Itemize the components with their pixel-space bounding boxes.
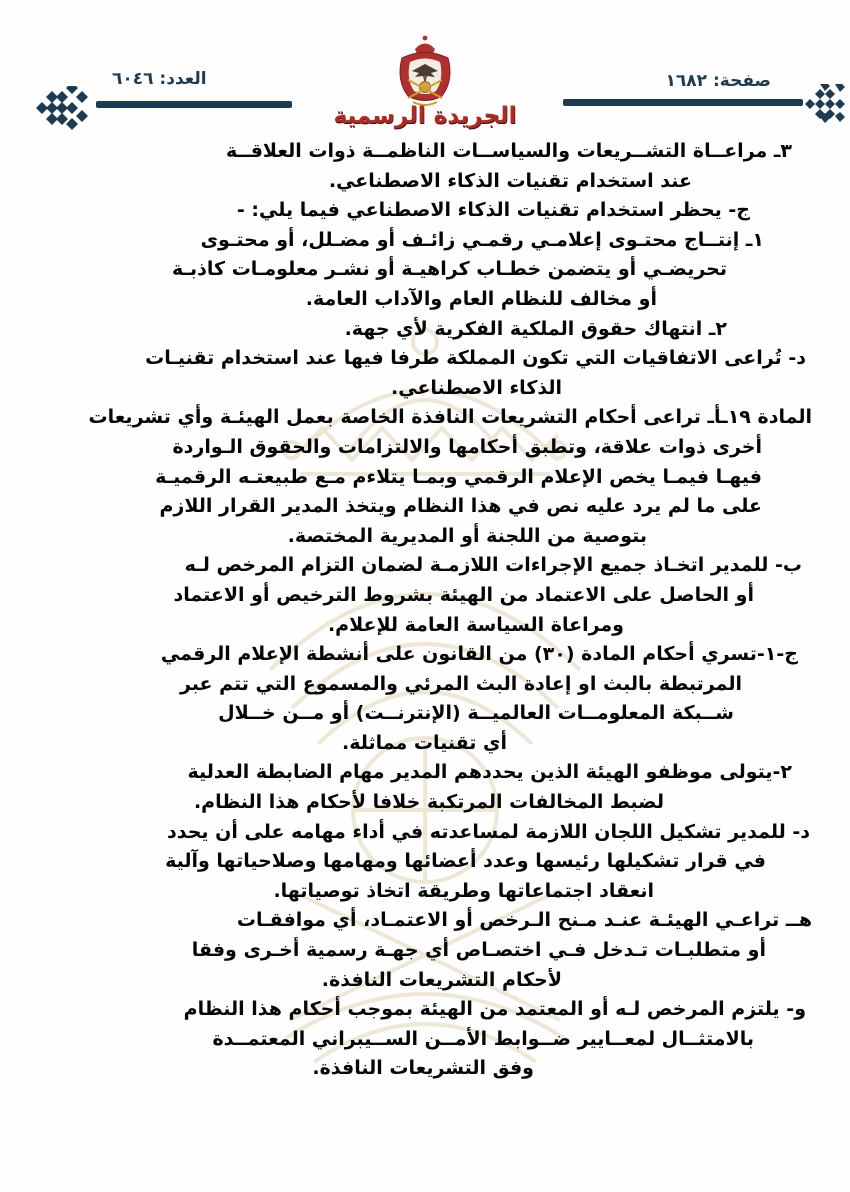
text-line: في قرار تشكيلها رئيسها وعدد أعضائها ومهامها وصلاحياتها وآلية [165,850,766,873]
text-line: ب- للمدير اتخـاذ جميع الإجراءات اللازمـة لضمان التزام المرخص لـه [184,554,802,577]
text-line: ج- يحظر استخدام تقنيات الذكاء الاصطناعي فيما يلي: - [236,199,750,222]
gazette-title: الجريدة الرسمية [333,103,517,129]
text-line: أي تقنيات مماثلة. [342,731,507,754]
text-line: تحريضـي أو يتضمن خطـاب كراهيـة أو نشـر معلومـات كاذبـة [172,258,727,281]
text-line: و- يلتزم المرخص لـه أو المعتمد من الهيئة بموجب أحكام هذا النظام [183,998,806,1021]
text-line: ج-١-تسري أحكام المادة (٣٠) من القانون على أنشطة الإعلام الرقمي [160,643,798,666]
text-line: ٢-يتولى موظفو الهيئة الذين يحددهم المدير مهام الضابطة العدلية [187,761,792,784]
page-number-label: صفحة: ١٦٨٢ [665,71,771,91]
text-line: بتوصية من اللجنة أو المديرية المختصة. [287,524,647,547]
text-line: د- للمدير تشكيل اللجان اللازمة لمساعدته في أداء مهامه على أن يحدد [166,820,810,843]
text-line: أو الحاصل على الاعتماد من الهيئة بشروط الترخيص أو الاعتماد [173,583,754,606]
text-line: د- تُراعى الاتفاقيات التي تكون المملكة طرفا فيها عند استخدام تقنيـات [145,347,806,370]
text-line: ١ـ إنتــاج محتـوى إعلامـي رقمـي زائـف أو مضـلل، أو محتـوى [200,228,764,251]
text-line: أخرى ذوات علاقة، وتطبق أحكامها والالتزامات والحقوق الـواردة [172,435,762,458]
issue-number-label: العدد: ٦٠٤٦ [112,69,207,89]
text-line: المادة ١٩ـأـ تراعى أحكام التشريعات النافذة الخاصة بعمل الهيئـة وأي تشريعات [88,406,812,429]
text-line: لضبط المخالفات المرتكبة خلافا لأحكام هذا النظام. [193,791,664,814]
text-line: لأحكام التشريعات النافذة. [321,968,562,991]
text-line: شــبكة المعلومــات العالميــة (الإنترنــت) أو مــن خــلال [218,702,734,725]
text-line: بالامتثــال لمعــايير ضــوابط الأمــن الســيبراني المعتمــدة [212,1027,754,1050]
text-line: فيهـا فيمـا يخص الإعلام الرقمي وبمـا يتلاءم مـع طبيعتـه الرقميـة [155,465,762,488]
text-line: ومراعاة السياسة العامة للإعلام. [327,613,624,636]
document-body [38,137,812,1084]
text-line: أو مخالف للنظام العام والآداب العامة. [305,287,657,310]
text-line: ٢ـ انتهاك حقوق الملكية الفكرية لأي جهة. [344,317,727,340]
text-line: الذكاء الاصطناعي. [391,376,562,399]
text-line: ٣ـ مراعــاة التشــريعات والسياســات الناظمــة ذوات العلاقــة [225,140,792,162]
text-line: انعقاد اجتماعاتها وطريقة اتخاذ توصياتها. [273,879,654,902]
jordan-coat-of-arms-icon [393,34,457,110]
text-line: أو متطلبـات تـدخل فـي اختصـاص أي جهـة رسمية أخـرى وفقا [191,939,766,962]
text-line: المرتبطة بالبث او إعادة البث المرئي والمسموع التي تتم عبر [179,672,742,695]
text-line: هــ تراعـي الهيئـة عنـد مـنح الـرخص أو الاعتمـاد، أي موافقـات [236,909,812,932]
text-line: عند استخدام تقنيات الذكاء الاصطناعي. [328,169,692,192]
text-line: وفق التشريعات النافذة. [312,1057,534,1080]
text-line: على ما لم يرد عليه نص في هذا النظام ويتخذ المدير القرار اللازم [159,495,762,518]
